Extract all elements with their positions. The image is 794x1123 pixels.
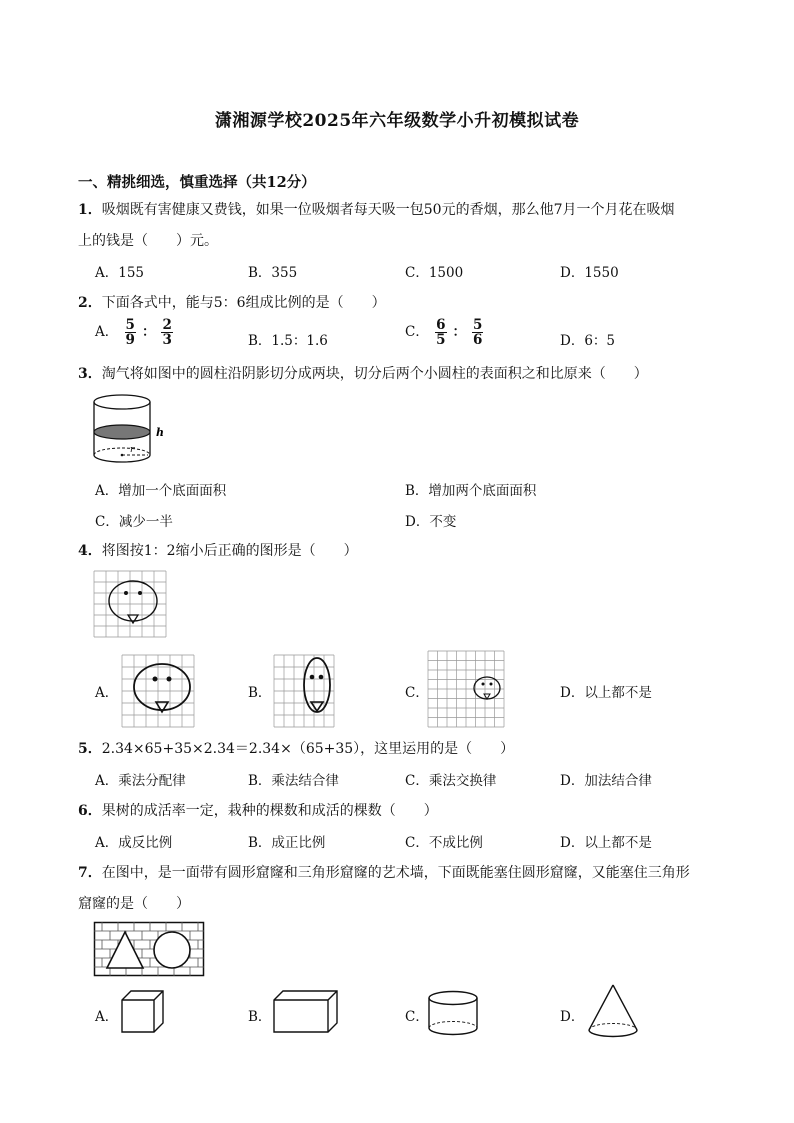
q6-option-b[interactable]: B．成正比例 (248, 835, 326, 851)
q5-option-c[interactable]: C．乘法交换律 (405, 773, 497, 789)
cuboid-figure (273, 990, 339, 1034)
exam-title: 潇湘源学校2025年六年级数学小升初模拟试卷 (214, 111, 580, 131)
q7-option-c[interactable]: C． (405, 1009, 429, 1025)
q7-option-a[interactable]: A． (95, 1009, 119, 1025)
q6-option-a[interactable]: A．成反比例 (95, 835, 173, 851)
question-6: 6．果树的成活率一定，栽种的棵数和成活的棵数（ ） (78, 803, 438, 819)
question-text: 吸烟既有害健康又费钱，如果一位吸烟者每天吸一包50元的香烟，那么他7月一个月花在吸烟 (101, 202, 675, 218)
q2-option-b[interactable]: B．1.5：1.6 (248, 333, 328, 349)
question-5: 5．2.34×65+35×2.34＝2.34×（65+35），这里运用的是（ ） (78, 741, 515, 757)
fraction: $\frac{2}{3}$ (162, 317, 172, 349)
q5-option-b[interactable]: B．乘法结合律 (248, 773, 339, 789)
q2-option-d[interactable]: D．6：5 (560, 333, 616, 349)
question-7: 7．在图中，是一面带有圆形窟窿和三角形窟窿的艺术墙，下面既能塞住圆形窟窿，又能塞住三角形 (78, 865, 690, 881)
fraction: $\frac{5}{9}$ (125, 317, 135, 349)
height-label: h (156, 426, 164, 439)
q6-option-c[interactable]: C．不成比例 (405, 835, 483, 851)
q1-option-d[interactable]: D．1550 (560, 265, 619, 281)
q1-option-b[interactable]: B．355 (248, 265, 298, 281)
q5-option-d[interactable]: D．加法结合律 (560, 773, 652, 789)
question-4: 4．将图按1：2缩小后正确的图形是（ ） (78, 543, 358, 559)
q4-option-b-figure (274, 655, 334, 727)
q6-option-d[interactable]: D．以上都不是 (560, 835, 652, 851)
cylinder-figure (90, 390, 170, 470)
q4-option-b[interactable]: B． (248, 685, 272, 701)
art-wall-figure (94, 922, 204, 976)
original-face-figure (94, 571, 166, 637)
question-3: 3．淘气将如图中的圆柱沿阴影切分成两块，切分后两个小圆柱的表面积之和比原来（ ） (78, 366, 648, 382)
cone-figure (587, 984, 639, 1040)
fraction: $\frac{6}{5}$ (436, 317, 446, 349)
q4-option-c-figure (428, 651, 504, 727)
q7-option-d[interactable]: D． (560, 1009, 585, 1025)
fraction: $\frac{5}{6}$ (473, 317, 483, 349)
q3-option-d[interactable]: D．不变 (405, 514, 457, 530)
cylinder-option-figure (427, 990, 479, 1036)
question-number: 1． (78, 202, 102, 218)
section-heading: 一、精挑细选，慎重选择（共12分） (78, 174, 316, 191)
radius-label: r (130, 445, 135, 455)
q5-option-a[interactable]: A．乘法分配律 (95, 773, 186, 789)
q2-option-c[interactable]: C． $\frac{6}{5}$ ： $\frac{5}{6}$ (405, 317, 483, 349)
q3-option-a[interactable]: A．增加一个底面面积 (95, 483, 227, 499)
q7-option-b[interactable]: B． (248, 1009, 272, 1025)
q4-option-c[interactable]: C． (405, 685, 429, 701)
q4-option-a-figure (122, 655, 194, 727)
question-7-continued: 窟窿的是（ ） (78, 896, 190, 912)
cube-figure (121, 990, 165, 1034)
q2-option-a[interactable]: A． $\frac{5}{9}$ ： $\frac{2}{3}$ (95, 317, 172, 349)
q4-option-a[interactable]: A． (95, 685, 119, 701)
question-1 (78, 199, 674, 219)
q3-option-b[interactable]: B．增加两个底面面积 (405, 483, 537, 499)
q1-option-a[interactable]: A．155 (95, 265, 145, 281)
q4-option-d[interactable]: D．以上都不是 (560, 685, 652, 701)
q3-option-c[interactable]: C．减少一半 (95, 514, 173, 530)
question-2: 2．下面各式中，能与5：6组成比例的是（ ） (78, 295, 386, 311)
q1-option-c[interactable]: C．1500 (405, 265, 464, 281)
question-1-continued: 上的钱是（ ）元。 (78, 233, 218, 249)
